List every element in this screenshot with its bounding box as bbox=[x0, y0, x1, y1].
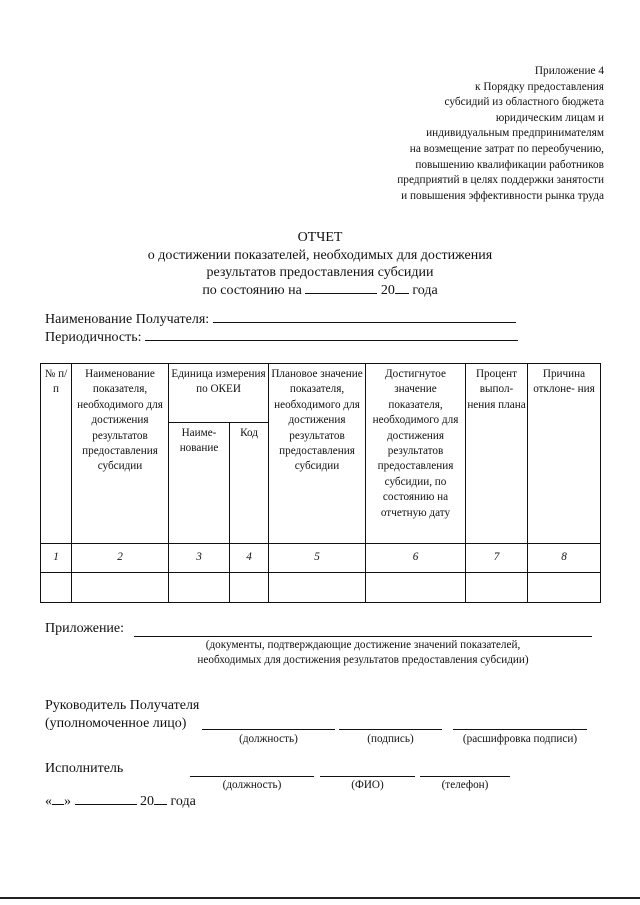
date-line bbox=[45, 794, 196, 810]
recipient-row bbox=[45, 312, 516, 328]
table-cell[interactable] bbox=[466, 573, 528, 603]
head-position-hint: (должность) bbox=[239, 733, 298, 745]
executor-position-hint: (должность) bbox=[222, 779, 282, 791]
report-year-blank[interactable] bbox=[395, 293, 409, 294]
executor-phone-field[interactable] bbox=[420, 776, 510, 777]
executor-phone-hint: (телефон) bbox=[441, 779, 489, 791]
title-line-1: о достижении показателей, необходимых для достижения bbox=[147, 247, 493, 263]
attachment-hint-1: (документы, подтверждающие достижение значений показателей, bbox=[205, 639, 521, 651]
appendix-line: субсидий из областного бюджета bbox=[444, 96, 604, 109]
header-indicator-name: Наименование показателя, необходимого для достижения результатов предоставления субсидии bbox=[72, 364, 169, 544]
header-achieved-value: Достигнутое значение показателя, необходимого для достижения результатов предоставления субсидии, по состоянию на отчетную дату bbox=[366, 364, 466, 544]
head-position-field[interactable] bbox=[202, 729, 335, 730]
title-line-2: результатов предоставления субсидии bbox=[206, 265, 434, 280]
attachment-hint-2: необходимых для достижения результатов предоставления субсидии) bbox=[197, 654, 529, 666]
head-signature-hint: (подпись) bbox=[367, 733, 414, 745]
recipient-name-field[interactable] bbox=[213, 322, 516, 323]
header-unit-okei: Единица измерения по ОКЕИ bbox=[169, 364, 269, 423]
appendix-line: юридическим лицам и bbox=[495, 111, 604, 124]
header-deviation-reason: Причина отклоне- ния bbox=[528, 364, 601, 544]
title-heading: ОТЧЕТ bbox=[297, 230, 343, 245]
appendix-line: повышению квалификации работников bbox=[415, 158, 604, 171]
header-unit-code: Код bbox=[230, 423, 269, 544]
table-cell[interactable] bbox=[41, 573, 72, 603]
table-cell[interactable] bbox=[269, 573, 366, 603]
report-title bbox=[0, 229, 640, 299]
head-label-1: Руководитель Получателя bbox=[45, 698, 200, 713]
appendix-line: предприятий в целях поддержки занятости bbox=[397, 174, 604, 187]
column-number: 5 bbox=[269, 544, 366, 573]
date-close-quote: » bbox=[64, 794, 71, 809]
head-decoding-hint: (расшифровка подписи) bbox=[462, 733, 578, 745]
appendix-line: Приложение 4 bbox=[534, 65, 604, 77]
executor-name-field[interactable] bbox=[320, 776, 415, 777]
head-decoding-field[interactable] bbox=[453, 729, 587, 730]
column-number-row bbox=[41, 544, 601, 573]
report-date-blank[interactable] bbox=[305, 293, 377, 294]
head-label-2: (уполномоченное лицо) bbox=[45, 716, 187, 731]
attachment-field[interactable] bbox=[134, 636, 592, 637]
column-number: 3 bbox=[169, 544, 230, 573]
date-year-blank[interactable] bbox=[154, 804, 167, 805]
appendix-line: и повышения эффективности рынка труда bbox=[401, 189, 604, 202]
column-number: 8 bbox=[528, 544, 601, 573]
title-line-3 bbox=[0, 282, 640, 300]
periodicity-row bbox=[45, 330, 518, 346]
indicators-table bbox=[40, 363, 601, 603]
title-year-prefix: 20 bbox=[380, 282, 395, 298]
executor-name-hint: (ФИО) bbox=[351, 779, 384, 791]
attachment-label: Приложение: bbox=[45, 621, 125, 636]
header-unit-name: Наиме- нование bbox=[169, 423, 230, 544]
title-date-prefix: по состоянию на bbox=[202, 282, 302, 298]
date-day-blank[interactable] bbox=[52, 804, 64, 805]
title-year-suffix: года bbox=[412, 282, 438, 298]
header-plan-percent: Процент выпол- нения плана bbox=[466, 364, 528, 544]
recipient-label: Наименование Получателя: bbox=[45, 312, 210, 327]
table-cell[interactable] bbox=[169, 573, 230, 603]
column-number: 4 bbox=[230, 544, 269, 573]
table-cell[interactable] bbox=[230, 573, 269, 603]
appendix-line: на возмещение затрат по переобучению, bbox=[409, 142, 604, 155]
column-number: 2 bbox=[72, 544, 169, 573]
header-number: № п/п bbox=[41, 364, 72, 544]
table-cell[interactable] bbox=[72, 573, 169, 603]
table-cell[interactable] bbox=[528, 573, 601, 603]
executor-label: Исполнитель bbox=[45, 761, 124, 776]
date-year-prefix: 20 bbox=[140, 794, 154, 809]
appendix-note bbox=[397, 64, 604, 204]
periodicity-field[interactable] bbox=[145, 340, 518, 341]
table-cell[interactable] bbox=[366, 573, 466, 603]
head-signature-field[interactable] bbox=[339, 729, 442, 730]
executor-position-field[interactable] bbox=[190, 776, 314, 777]
appendix-line: к Порядку предоставления bbox=[475, 80, 604, 93]
date-year-suffix: года bbox=[170, 794, 196, 809]
appendix-line: индивидуальным предпринимателям bbox=[426, 127, 604, 140]
page-bottom-edge bbox=[0, 897, 640, 899]
periodicity-label: Периодичность: bbox=[45, 330, 142, 345]
table-row bbox=[41, 573, 601, 603]
date-month-blank[interactable] bbox=[75, 804, 137, 805]
column-number: 1 bbox=[41, 544, 72, 573]
header-planned-value: Плановое значение показателя, необходимого для достижения результатов предоставления субсидии bbox=[269, 364, 366, 544]
column-number: 6 bbox=[366, 544, 466, 573]
date-open-quote: « bbox=[45, 794, 52, 809]
column-number: 7 bbox=[466, 544, 528, 573]
